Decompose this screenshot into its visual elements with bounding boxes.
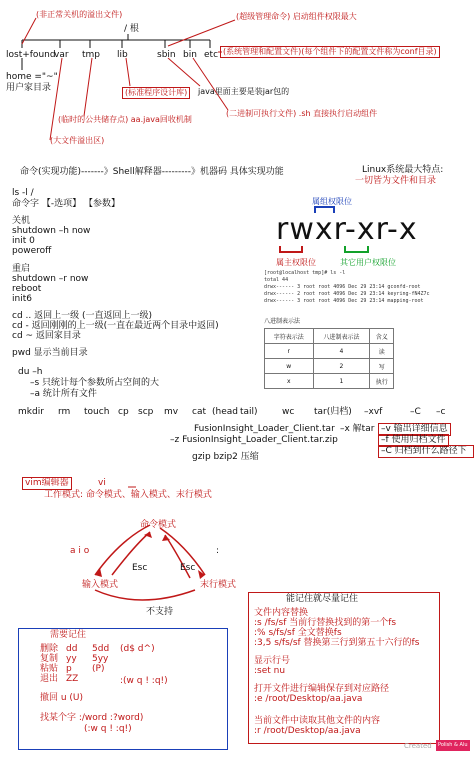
cd-3: cd ~ 返回家目录 — [12, 331, 81, 341]
memorize-title: 需要记住 — [50, 630, 87, 640]
reboot-1: shutdown –r now — [12, 274, 89, 284]
home-desc: 用户家目录 — [6, 83, 52, 93]
cmd-mv: mv — [164, 407, 179, 417]
table-cell: 2 — [313, 359, 370, 374]
unsupported-label: 不支持 — [146, 607, 174, 617]
cd-1: cd .. 返回上一级 (一直返回上一级) — [12, 311, 152, 321]
dir-lib: lib — [117, 50, 128, 60]
feature-title: Linux系统最大特点: — [362, 165, 444, 175]
memo-del-label: 删除 — [40, 644, 59, 654]
table-cell: 写 — [370, 359, 394, 374]
cmd-scp: scp — [138, 407, 154, 417]
cmd-tar-C: –C — [410, 407, 421, 417]
dir-tmp: tmp — [82, 50, 101, 60]
last-mode-label: 末行模式 — [200, 580, 237, 590]
shutdown-3: poweroff — [12, 246, 52, 256]
du-a: –a 统计所有文件 — [30, 389, 97, 399]
annot-lost-found: (非正常关机的溢出文件) — [36, 10, 123, 19]
shutdown-1: shutdown –h now — [12, 226, 91, 236]
cmd-touch: touch — [84, 407, 110, 417]
terminal-line: drwx------ 3 root root 4096 Dec 29 23:14 mapping-root — [264, 298, 424, 304]
table-row — [265, 374, 394, 389]
annot-lib: (标准程序设计库) — [122, 87, 190, 99]
memo-del-1: dd — [66, 644, 78, 654]
table-cell: 字符表示法 — [265, 329, 314, 344]
table-cell: 4 — [313, 344, 370, 359]
others-perm-label: 其它用户权限位 — [340, 258, 396, 267]
cmd-head: (head — [212, 407, 238, 417]
remember-title: 能记住就尽量记住 — [286, 594, 359, 604]
cmd-cp: cp — [118, 407, 129, 417]
annot-sbin: (超级管理命令) 启动组件权限最大 — [236, 12, 357, 21]
memo-quit-3: :(w q ! :q!) — [120, 676, 168, 686]
home-label: home ="~" — [6, 72, 58, 82]
esc-left: Esc — [132, 563, 148, 573]
dir-etc: etc — [204, 50, 219, 60]
table-cell: 执行 — [370, 374, 394, 389]
group-perm-label: 属组权限位 — [312, 197, 352, 206]
shutdown-title: 关机 — [12, 216, 31, 226]
cmd-tar-xvf: –xvf — [364, 407, 383, 417]
octal-title: 八进制表示法 — [264, 318, 301, 325]
owner-perm-label: 属主权限位 — [276, 258, 316, 267]
reboot-title: 重启 — [12, 264, 31, 274]
reboot-3: init6 — [12, 294, 32, 304]
rwx-string: rwxr-xr-x — [276, 212, 418, 247]
shutdown-2: init 0 — [12, 236, 35, 246]
replace-3: :3,5 s/fs/sf 替换第三行到第五十六行的fs — [254, 638, 420, 648]
memo-paste-2: (P) — [92, 664, 105, 674]
table-cell: x — [265, 374, 314, 389]
cmd-wc: wc — [282, 407, 295, 417]
read-title: 当前文件中读取其他文件的内容 — [254, 716, 381, 726]
cmd-cat: cat — [192, 407, 206, 417]
terminal-line: drwx------ 3 root root 4096 Dec 29 23:14 gconfd-root — [264, 284, 421, 290]
open-title: 打开文件进行编辑保存到对应路径 — [254, 684, 390, 694]
lineno-cmd: :set nu — [254, 666, 286, 676]
vi-label: vi — [98, 478, 106, 488]
vim-modes: 工作模式: 命令模式、输入模式、末行模式 — [44, 490, 212, 500]
table-cell: r — [265, 344, 314, 359]
reboot-2: reboot — [12, 284, 42, 294]
table-row — [265, 359, 394, 374]
table-cell: w — [265, 359, 314, 374]
read-cmd: :r /root/Desktop/aa.java — [254, 726, 361, 736]
memo-search: 找某个字 :/word :?word) — [40, 713, 144, 723]
cmd-mode-label: 命令模式 — [140, 520, 177, 530]
annot-bin: (二进制可执行文件) .sh 直接执行启动组件 — [226, 109, 378, 118]
dir-bin: bin — [183, 50, 197, 60]
memo-undo: 撤回 u (U) — [40, 693, 84, 703]
tar-f: –f 使用归档文件 — [378, 434, 449, 447]
open-cmd: :e /root/Desktop/aa.java — [254, 694, 363, 704]
table-cell: 读 — [370, 344, 394, 359]
memo-paste-label: 粘贴 — [40, 664, 59, 674]
insert-keys: a i o — [70, 546, 90, 556]
gzip-line: gzip bzip2 压缩 — [192, 452, 259, 462]
memo-copy-2: 5yy — [92, 654, 109, 664]
tar-line2: –z FusionInsight_Loader_Client.tar.zip — [170, 435, 338, 445]
shell-header: 命令(实现功能)-------》Shell解释器---------》机器码 具体实现功能 — [20, 167, 284, 177]
memo-del-2: 5dd — [92, 644, 110, 654]
tar-v: –v 输出详细信息 — [378, 423, 451, 436]
replace-1: :s /fs/sf 当前行替换找到的第一个fs — [254, 618, 397, 628]
terminal-line: drwx------ 2 root root 4096 Dec 29 23:14 keyring-fN4Z7c — [264, 291, 430, 297]
replace-2: :% s/fs/sf 全文替换fs — [254, 628, 342, 638]
memo-quit-label: 退出 — [40, 674, 59, 684]
table-cell: 1 — [313, 374, 370, 389]
table-cell: 含义 — [370, 329, 394, 344]
watermark: Created — [404, 742, 432, 750]
pwd-line: pwd 显示当前目录 — [12, 348, 88, 358]
table-cell: 八进制表示法 — [313, 329, 370, 344]
tar-C-desc: –C 归档到什么路径下 — [378, 445, 474, 458]
tar-x: –x 解tar — [340, 424, 375, 434]
memo-paste-1: p — [66, 664, 72, 674]
annot-var: (大文件溢出区) — [50, 136, 105, 145]
vim-editor: vim编辑器 — [22, 477, 72, 490]
cmd-syntax: 命令字 【-选项】 【参数】 — [12, 199, 120, 209]
ls-line: ls -l / — [12, 188, 34, 198]
memo-del-3: (d$ d^) — [120, 644, 155, 654]
table-row — [265, 329, 394, 344]
cmd-tar-c: –c — [436, 407, 446, 417]
esc-right: Esc — [180, 563, 196, 573]
cd-2: cd - 返回刚刚的上一级(一直在最近两个目录中返回) — [12, 321, 219, 331]
badge-logo: Polish & Alu — [436, 740, 470, 751]
dir-sbin: sbin — [157, 50, 176, 60]
table-row — [265, 344, 394, 359]
annot-etc: (系统管理和配置文件)(每个组件下的配置文件称为conf目录) — [220, 46, 440, 58]
cmd-rm: rm — [58, 407, 71, 417]
input-mode-label: 输入模式 — [82, 580, 119, 590]
tar-line1: FusionInsight_Loader_Client.tar — [194, 424, 335, 434]
replace-title: 文件内容替换 — [254, 608, 309, 618]
terminal-line: [root@localhost tmp]# ls -l — [264, 270, 346, 276]
du-s: –s 只统计每个参数所占空间的大 — [30, 378, 160, 388]
annot-java: java里面主要是装jar包的 — [198, 87, 290, 96]
memo-quit-1: ZZ — [66, 674, 79, 684]
root-dir: / 根 — [124, 24, 139, 34]
dir-lost-found: lost+found — [6, 50, 56, 60]
terminal-line: total 44 — [264, 277, 289, 283]
feature-desc: 一切皆为文件和目录 — [355, 176, 437, 186]
annot-tmp: (临时的公共储存点) aa.java回收机制 — [58, 115, 192, 124]
cmd-mkdir: mkdir — [18, 407, 44, 417]
dir-var: var — [54, 50, 69, 60]
colon-key: : — [216, 546, 220, 556]
lineno-title: 显示行号 — [254, 656, 291, 666]
terminal-output — [264, 270, 464, 305]
memo-search2: (:w q ! :q!) — [84, 724, 132, 734]
memo-copy-1: yy — [66, 654, 77, 664]
memo-copy-label: 复制 — [40, 654, 59, 664]
cmd-tail: tail) — [240, 407, 258, 417]
du-line: du –h — [18, 367, 43, 377]
cmd-tar: tar(归档) — [314, 407, 352, 417]
octal-table — [264, 328, 394, 389]
